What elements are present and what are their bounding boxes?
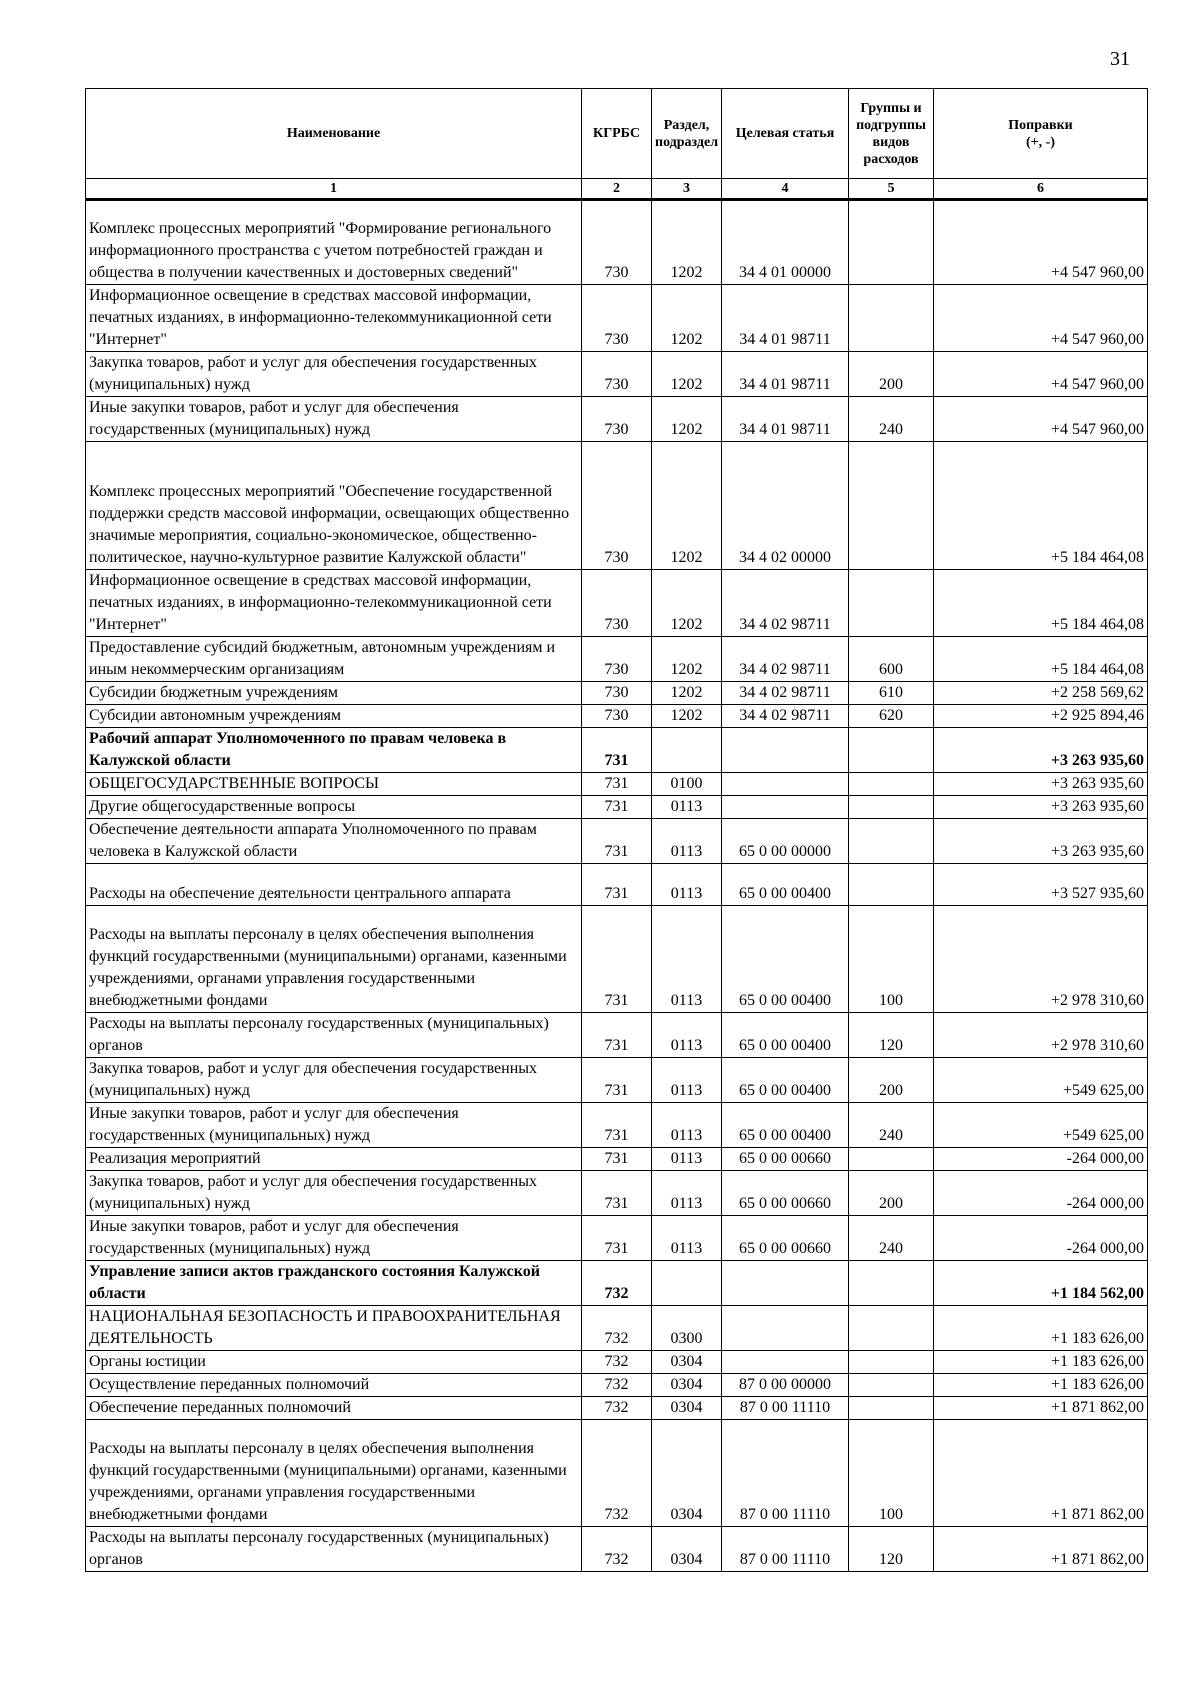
cell-sum: +3 263 935,60 [934,819,1148,864]
cell-sum: -264 000,00 [934,1171,1148,1216]
cell-razdel: 0113 [652,906,722,1013]
cell-vid [849,728,934,773]
cell-sum: +2 925 894,46 [934,705,1148,728]
cell-celevaya [722,728,849,773]
cell-razdel: 0113 [652,1171,722,1216]
cell-razdel: 1202 [652,682,722,705]
cell-vid: 240 [849,1103,934,1148]
table-row [86,796,1148,819]
cell-razdel: 0113 [652,864,722,906]
cell-sum: +3 263 935,60 [934,773,1148,796]
cell-sum: +549 625,00 [934,1058,1148,1103]
cell-vid [849,773,934,796]
cell-celevaya: 34 4 02 98711 [722,682,849,705]
table-row [86,570,1148,637]
table-row [86,1374,1148,1397]
cell-sum: -264 000,00 [934,1148,1148,1171]
table-row [86,728,1148,773]
cell-razdel: 0304 [652,1351,722,1374]
column-number: 4 [722,179,849,200]
cell-vid: 120 [849,1527,934,1572]
cell-name: Закупка товаров, работ и услуг для обеспечения государственных (муниципальных) нужд [86,1171,582,1216]
cell-celevaya: 34 4 02 98711 [722,570,849,637]
table-body [86,200,1148,1572]
cell-razdel: 0113 [652,1148,722,1171]
cell-razdel: 0113 [652,1216,722,1261]
cell-name: Расходы на выплаты персоналу государственных (муниципальных) органов [86,1527,582,1572]
cell-sum: +2 978 310,60 [934,906,1148,1013]
table-row [86,1261,1148,1306]
column-number: 6 [934,179,1148,200]
cell-vid [849,1148,934,1171]
cell-celevaya: 65 0 00 00400 [722,864,849,906]
cell-name: Предоставление субсидий бюджетным, автономным учреждениям и иным некоммерческим организациям [86,637,582,682]
cell-name: Иные закупки товаров, работ и услуг для обеспечения государственных (муниципальных) нужд [86,1103,582,1148]
cell-name: Субсидии автономным учреждениям [86,705,582,728]
cell-celevaya [722,796,849,819]
cell-celevaya: 65 0 00 00400 [722,1103,849,1148]
cell-vid [849,796,934,819]
column-number: 3 [652,179,722,200]
cell-name: Субсидии бюджетным учреждениям [86,682,582,705]
cell-kgrbs: 731 [582,773,652,796]
cell-celevaya [722,1261,849,1306]
cell-name: Расходы на выплаты персоналу государственных (муниципальных) органов [86,1013,582,1058]
cell-sum: +4 547 960,00 [934,285,1148,352]
cell-vid [849,1306,934,1351]
budget-amendments-table [85,88,1148,1572]
cell-vid [849,1397,934,1420]
cell-kgrbs: 730 [582,200,652,285]
table-row [86,200,1148,285]
cell-celevaya: 87 0 00 00000 [722,1374,849,1397]
cell-vid: 100 [849,906,934,1013]
cell-vid: 610 [849,682,934,705]
cell-razdel: 0304 [652,1397,722,1420]
cell-kgrbs: 730 [582,397,652,442]
header-popravki-line2: (+, -) [1026,134,1055,150]
table-row [86,442,1148,570]
table-row [86,1306,1148,1351]
cell-sum: +4 547 960,00 [934,397,1148,442]
table-row [86,1013,1148,1058]
table-row [86,1351,1148,1374]
cell-kgrbs: 731 [582,906,652,1013]
header-row [86,89,1148,179]
table-row [86,682,1148,705]
cell-celevaya [722,1306,849,1351]
cell-vid: 620 [849,705,934,728]
cell-razdel: 1202 [652,570,722,637]
cell-kgrbs: 731 [582,1103,652,1148]
cell-name: Закупка товаров, работ и услуг для обеспечения государственных (муниципальных) нужд [86,352,582,397]
table-row [86,1058,1148,1103]
cell-kgrbs: 731 [582,1058,652,1103]
cell-celevaya: 34 4 02 00000 [722,442,849,570]
cell-kgrbs: 730 [582,352,652,397]
cell-name: Расходы на выплаты персоналу в целях обеспечения выполнения функций государственными (муниципальными) органами, казенными учреждениями, органами управления государственными внебюджетными фондами [86,1420,582,1527]
cell-vid [849,864,934,906]
cell-name: Расходы на обеспечение деятельности центрального аппарата [86,864,582,906]
cell-name: Реализация мероприятий [86,1148,582,1171]
cell-kgrbs: 732 [582,1374,652,1397]
cell-kgrbs: 732 [582,1261,652,1306]
cell-vid [849,1261,934,1306]
header-vid: Группы и подгруппы видов расходов [849,89,934,179]
table-row [86,705,1148,728]
cell-razdel: 0113 [652,1103,722,1148]
column-number: 1 [86,179,582,200]
cell-kgrbs: 731 [582,819,652,864]
cell-name: Обеспечение переданных полномочий [86,1397,582,1420]
cell-razdel: 1202 [652,637,722,682]
cell-sum: +1 183 626,00 [934,1306,1148,1351]
cell-vid: 200 [849,1058,934,1103]
table-row [86,397,1148,442]
cell-kgrbs: 732 [582,1527,652,1572]
cell-celevaya: 34 4 01 98711 [722,397,849,442]
cell-name: НАЦИОНАЛЬНАЯ БЕЗОПАСНОСТЬ И ПРАВООХРАНИТЕЛЬНАЯ ДЕЯТЕЛЬНОСТЬ [86,1306,582,1351]
cell-razdel: 0113 [652,796,722,819]
cell-vid: 200 [849,1171,934,1216]
table-row [86,906,1148,1013]
cell-kgrbs: 730 [582,570,652,637]
cell-name: ОБЩЕГОСУДАРСТВЕННЫЕ ВОПРОСЫ [86,773,582,796]
cell-name: Комплекс процессных мероприятий "Формирование регионального информационного пространства с учетом потребностей граждан и общества в получении качественных и достоверных сведений" [86,200,582,285]
cell-celevaya: 34 4 02 98711 [722,637,849,682]
cell-name: Органы юстиции [86,1351,582,1374]
cell-razdel [652,1261,722,1306]
cell-razdel: 0304 [652,1527,722,1572]
cell-kgrbs: 731 [582,1148,652,1171]
cell-sum: +5 184 464,08 [934,570,1148,637]
cell-kgrbs: 730 [582,637,652,682]
cell-kgrbs: 731 [582,1013,652,1058]
table-row [86,1171,1148,1216]
cell-razdel: 0113 [652,819,722,864]
table-row [86,285,1148,352]
cell-name: Иные закупки товаров, работ и услуг для обеспечения государственных (муниципальных) нужд [86,397,582,442]
cell-razdel: 1202 [652,705,722,728]
cell-vid [849,819,934,864]
cell-kgrbs: 730 [582,285,652,352]
cell-name: Иные закупки товаров, работ и услуг для обеспечения государственных (муниципальных) нужд [86,1216,582,1261]
cell-kgrbs: 731 [582,864,652,906]
table-row [86,864,1148,906]
cell-sum: +1 871 862,00 [934,1527,1148,1572]
cell-razdel: 0304 [652,1374,722,1397]
cell-vid: 600 [849,637,934,682]
header-razdel: Раздел, подраздел [652,89,722,179]
cell-vid [849,1374,934,1397]
cell-celevaya: 65 0 00 00400 [722,1058,849,1103]
cell-name: Закупка товаров, работ и услуг для обеспечения государственных (муниципальных) нужд [86,1058,582,1103]
table-row [86,1397,1148,1420]
header-celevaya: Целевая статья [722,89,849,179]
header-popravki-line1: Поправки [1008,117,1073,133]
cell-kgrbs: 732 [582,1306,652,1351]
cell-name: Комплекс процессных мероприятий "Обеспечение государственной поддержки средств массовой информации, освещающих общественно значимые мероприятия, социально-экономическое, общественно-политическое, научно-культурное развитие Калужской области" [86,442,582,570]
cell-celevaya: 65 0 00 00000 [722,819,849,864]
cell-kgrbs: 731 [582,796,652,819]
cell-sum: +4 547 960,00 [934,352,1148,397]
cell-razdel [652,728,722,773]
cell-vid: 240 [849,1216,934,1261]
cell-razdel: 0113 [652,1058,722,1103]
cell-kgrbs: 732 [582,1420,652,1527]
cell-sum: +2 258 569,62 [934,682,1148,705]
cell-celevaya: 87 0 00 11110 [722,1420,849,1527]
table-row [86,1103,1148,1148]
cell-vid [849,570,934,637]
cell-vid: 200 [849,352,934,397]
cell-celevaya: 65 0 00 00400 [722,1013,849,1058]
cell-sum: +5 184 464,08 [934,442,1148,570]
table-row [86,1420,1148,1527]
page-number: 31 [1110,48,1130,70]
cell-celevaya: 65 0 00 00660 [722,1216,849,1261]
cell-celevaya: 34 4 01 00000 [722,200,849,285]
cell-name: Информационное освещение в средствах массовой информации, печатных изданиях, в информационно-телекоммуникационной сети "Интернет" [86,570,582,637]
cell-vid [849,442,934,570]
table-row [86,637,1148,682]
cell-name: Обеспечение деятельности аппарата Уполномоченного по правам человека в Калужской области [86,819,582,864]
cell-celevaya: 34 4 01 98711 [722,352,849,397]
cell-celevaya: 65 0 00 00400 [722,906,849,1013]
cell-sum: +549 625,00 [934,1103,1148,1148]
cell-celevaya: 34 4 01 98711 [722,285,849,352]
cell-kgrbs: 730 [582,682,652,705]
cell-kgrbs: 732 [582,1351,652,1374]
header-name: Наименование [86,89,582,179]
cell-vid: 100 [849,1420,934,1527]
cell-sum: +4 547 960,00 [934,200,1148,285]
cell-sum: +1 871 862,00 [934,1397,1148,1420]
cell-vid: 240 [849,397,934,442]
cell-celevaya: 87 0 00 11110 [722,1397,849,1420]
cell-vid [849,1351,934,1374]
table-row [86,352,1148,397]
header-kgrbs: КГРБС [582,89,652,179]
cell-sum: +3 263 935,60 [934,796,1148,819]
cell-sum: +3 527 935,60 [934,864,1148,906]
cell-sum: +1 184 562,00 [934,1261,1148,1306]
cell-sum: +1 183 626,00 [934,1351,1148,1374]
cell-razdel: 1202 [652,397,722,442]
cell-celevaya: 65 0 00 00660 [722,1171,849,1216]
cell-sum: +5 184 464,08 [934,637,1148,682]
cell-celevaya: 87 0 00 11110 [722,1527,849,1572]
cell-sum: -264 000,00 [934,1216,1148,1261]
cell-razdel: 0300 [652,1306,722,1351]
table-row [86,1527,1148,1572]
cell-sum: +1 183 626,00 [934,1374,1148,1397]
table-row [86,1148,1148,1171]
cell-kgrbs: 732 [582,1397,652,1420]
cell-razdel: 1202 [652,442,722,570]
cell-razdel: 0113 [652,1013,722,1058]
cell-kgrbs: 731 [582,1216,652,1261]
cell-celevaya [722,773,849,796]
cell-kgrbs: 730 [582,705,652,728]
cell-name: Осуществление переданных полномочий [86,1374,582,1397]
cell-name: Управление записи актов гражданского состояния Калужской области [86,1261,582,1306]
cell-name: Расходы на выплаты персоналу в целях обеспечения выполнения функций государственными (муниципальными) органами, казенными учреждениями, органами управления государственными внебюджетными фондами [86,906,582,1013]
table-row [86,819,1148,864]
cell-name: Информационное освещение в средствах массовой информации, печатных изданиях, в информационно-телекоммуникационной сети "Интернет" [86,285,582,352]
cell-name: Рабочий аппарат Уполномоченного по правам человека в Калужской области [86,728,582,773]
cell-razdel: 0100 [652,773,722,796]
cell-razdel: 1202 [652,200,722,285]
column-number: 2 [582,179,652,200]
column-number: 5 [849,179,934,200]
cell-sum: +1 871 862,00 [934,1420,1148,1527]
cell-name: Другие общегосударственные вопросы [86,796,582,819]
cell-kgrbs: 731 [582,1171,652,1216]
column-number-row [86,179,1148,200]
cell-sum: +3 263 935,60 [934,728,1148,773]
cell-razdel: 1202 [652,352,722,397]
cell-kgrbs: 731 [582,728,652,773]
table-row [86,773,1148,796]
cell-kgrbs: 730 [582,442,652,570]
table-row [86,1216,1148,1261]
cell-vid [849,200,934,285]
cell-celevaya: 34 4 02 98711 [722,705,849,728]
cell-celevaya: 65 0 00 00660 [722,1148,849,1171]
cell-vid: 120 [849,1013,934,1058]
cell-vid [849,285,934,352]
header-popravki [934,89,1148,179]
cell-sum: +2 978 310,60 [934,1013,1148,1058]
cell-celevaya [722,1351,849,1374]
cell-razdel: 0304 [652,1420,722,1527]
cell-razdel: 1202 [652,285,722,352]
